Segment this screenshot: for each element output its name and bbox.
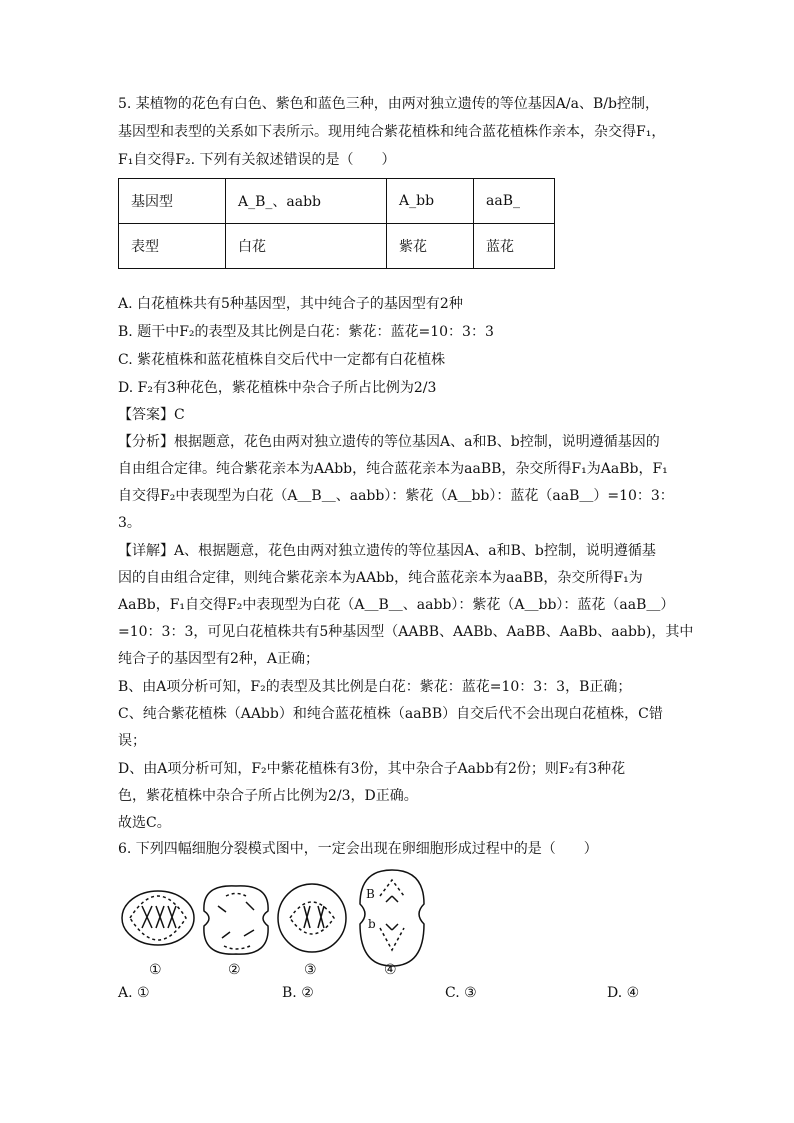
q6-stem: 6. 下列四幅细胞分裂模式图中，一定会出现在卵细胞形成过程中的是（ ） — [118, 841, 598, 857]
detail-line: 误； — [118, 733, 146, 749]
q6-option-b: B. ② — [282, 985, 314, 1001]
detail-line: AaBb，F₁自交得F₂中表现型为白花（A＿B＿、aabb）：紫花（A＿bb）：蓝花（aaB＿） — [118, 597, 675, 613]
table-cell: aaB_ — [474, 179, 555, 224]
fig-label-2: ② — [228, 962, 241, 976]
table-cell: 蓝花 — [474, 224, 555, 269]
detail-line: 纯合子的基因型有2种，A正确； — [118, 651, 320, 667]
analysis-line: 自由组合定律。纯合紫花亲本为AAbb，纯合蓝花亲本为aaBB，杂交所得F₁为AaBb，F₁ — [118, 461, 668, 477]
q5-option-d: D. F₂有3种花色，紫花植株中杂合子所占比例为2/3 — [118, 380, 437, 396]
q5-stem-line2: 基因型和表型的关系如下表所示。现用纯合紫花植株和纯合蓝花植株作亲本，杂交得F₁， — [118, 124, 666, 140]
fig-label-1: ① — [149, 962, 162, 976]
q6-option-c: C. ③ — [445, 985, 477, 1001]
table-cell: 表型 — [119, 224, 226, 269]
q5-option-b: B. 题干中F₂的表型及其比例是白花：紫花：蓝花=10：3：3 — [118, 324, 494, 340]
detail-line: B、由A项分析可知，F₂的表型及其比例是白花：紫花：蓝花=10：3：3，B正确； — [118, 679, 632, 695]
table-cell: 白花 — [226, 224, 387, 269]
table-cell: 紫花 — [387, 224, 474, 269]
detail-line: 色，紫花植株中杂合子所占比例为2/3，D正确。 — [118, 788, 418, 804]
table-cell: A_bb — [387, 179, 474, 224]
q5-answer: 【答案】C — [118, 407, 185, 423]
q6-option-a: A. ① — [118, 985, 150, 1001]
fig-label-3: ③ — [304, 962, 317, 976]
table-cell: A_B_、aabb — [226, 179, 387, 224]
detail-line: =10：3：3，可见白花植株共有5种基因型（AABB、AABb、AaBB、AaBb、aabb)，其中 — [118, 624, 694, 640]
table-row — [119, 224, 555, 269]
cell-2-diagram — [204, 886, 268, 954]
q5-stem-line1: 5. 某植物的花色有白色、紫色和蓝色三种，由两对独立遗传的等位基因A/a、B/b控制， — [118, 96, 659, 112]
fig-letter-b-upper: B — [366, 887, 375, 901]
detail-line: 故选C。 — [118, 815, 171, 831]
table-row — [119, 179, 555, 224]
q6-option-d: D. ④ — [607, 985, 640, 1001]
q5-option-c: C. 紫花植株和蓝花植株自交后代中一定都有白花植株 — [118, 352, 446, 368]
fig-letter-b-lower: b — [368, 917, 376, 931]
detail-line: C、纯合紫花植株（AAbb）和纯合蓝花植株（aaBB）自交后代不会出现白花植株，C错 — [118, 706, 663, 722]
cell-1-diagram — [122, 891, 194, 945]
table-cell: 基因型 — [119, 179, 226, 224]
detail-line: D、由A项分析可知，F₂中紫花植株有3份，其中杂合子Aabb有2份；则F₂有3种花 — [118, 761, 626, 777]
analysis-line: 【分析】根据题意，花色由两对独立遗传的等位基因A、a和B、b控制，说明遵循基因的 — [118, 434, 660, 450]
analysis-line: 3。 — [118, 515, 141, 531]
q5-option-a: A. 白花植株共有5种基因型，其中纯合子的基因型有2种 — [118, 296, 463, 312]
cell-division-figure — [118, 866, 438, 976]
fig-label-4: ④ — [384, 962, 397, 976]
genotype-phenotype-table — [118, 178, 555, 269]
detail-line: 因的自由组合定律，则纯合紫花亲本为AAbb，纯合蓝花亲本为aaBB，杂交所得F₁为 — [118, 570, 643, 586]
detail-line: 【详解】A、根据题意，花色由两对独立遗传的等位基因A、a和B、b控制，说明遵循基 — [118, 543, 656, 559]
q5-stem-line3: F₁自交得F₂. 下列有关叙述错误的是（ ） — [118, 152, 396, 168]
cell-3-diagram — [278, 884, 346, 952]
analysis-line: 自交得F₂中表现型为白花（A＿B＿、aabb）：紫花（A＿bb）：蓝花（aaB＿）=10：3： — [118, 488, 674, 504]
